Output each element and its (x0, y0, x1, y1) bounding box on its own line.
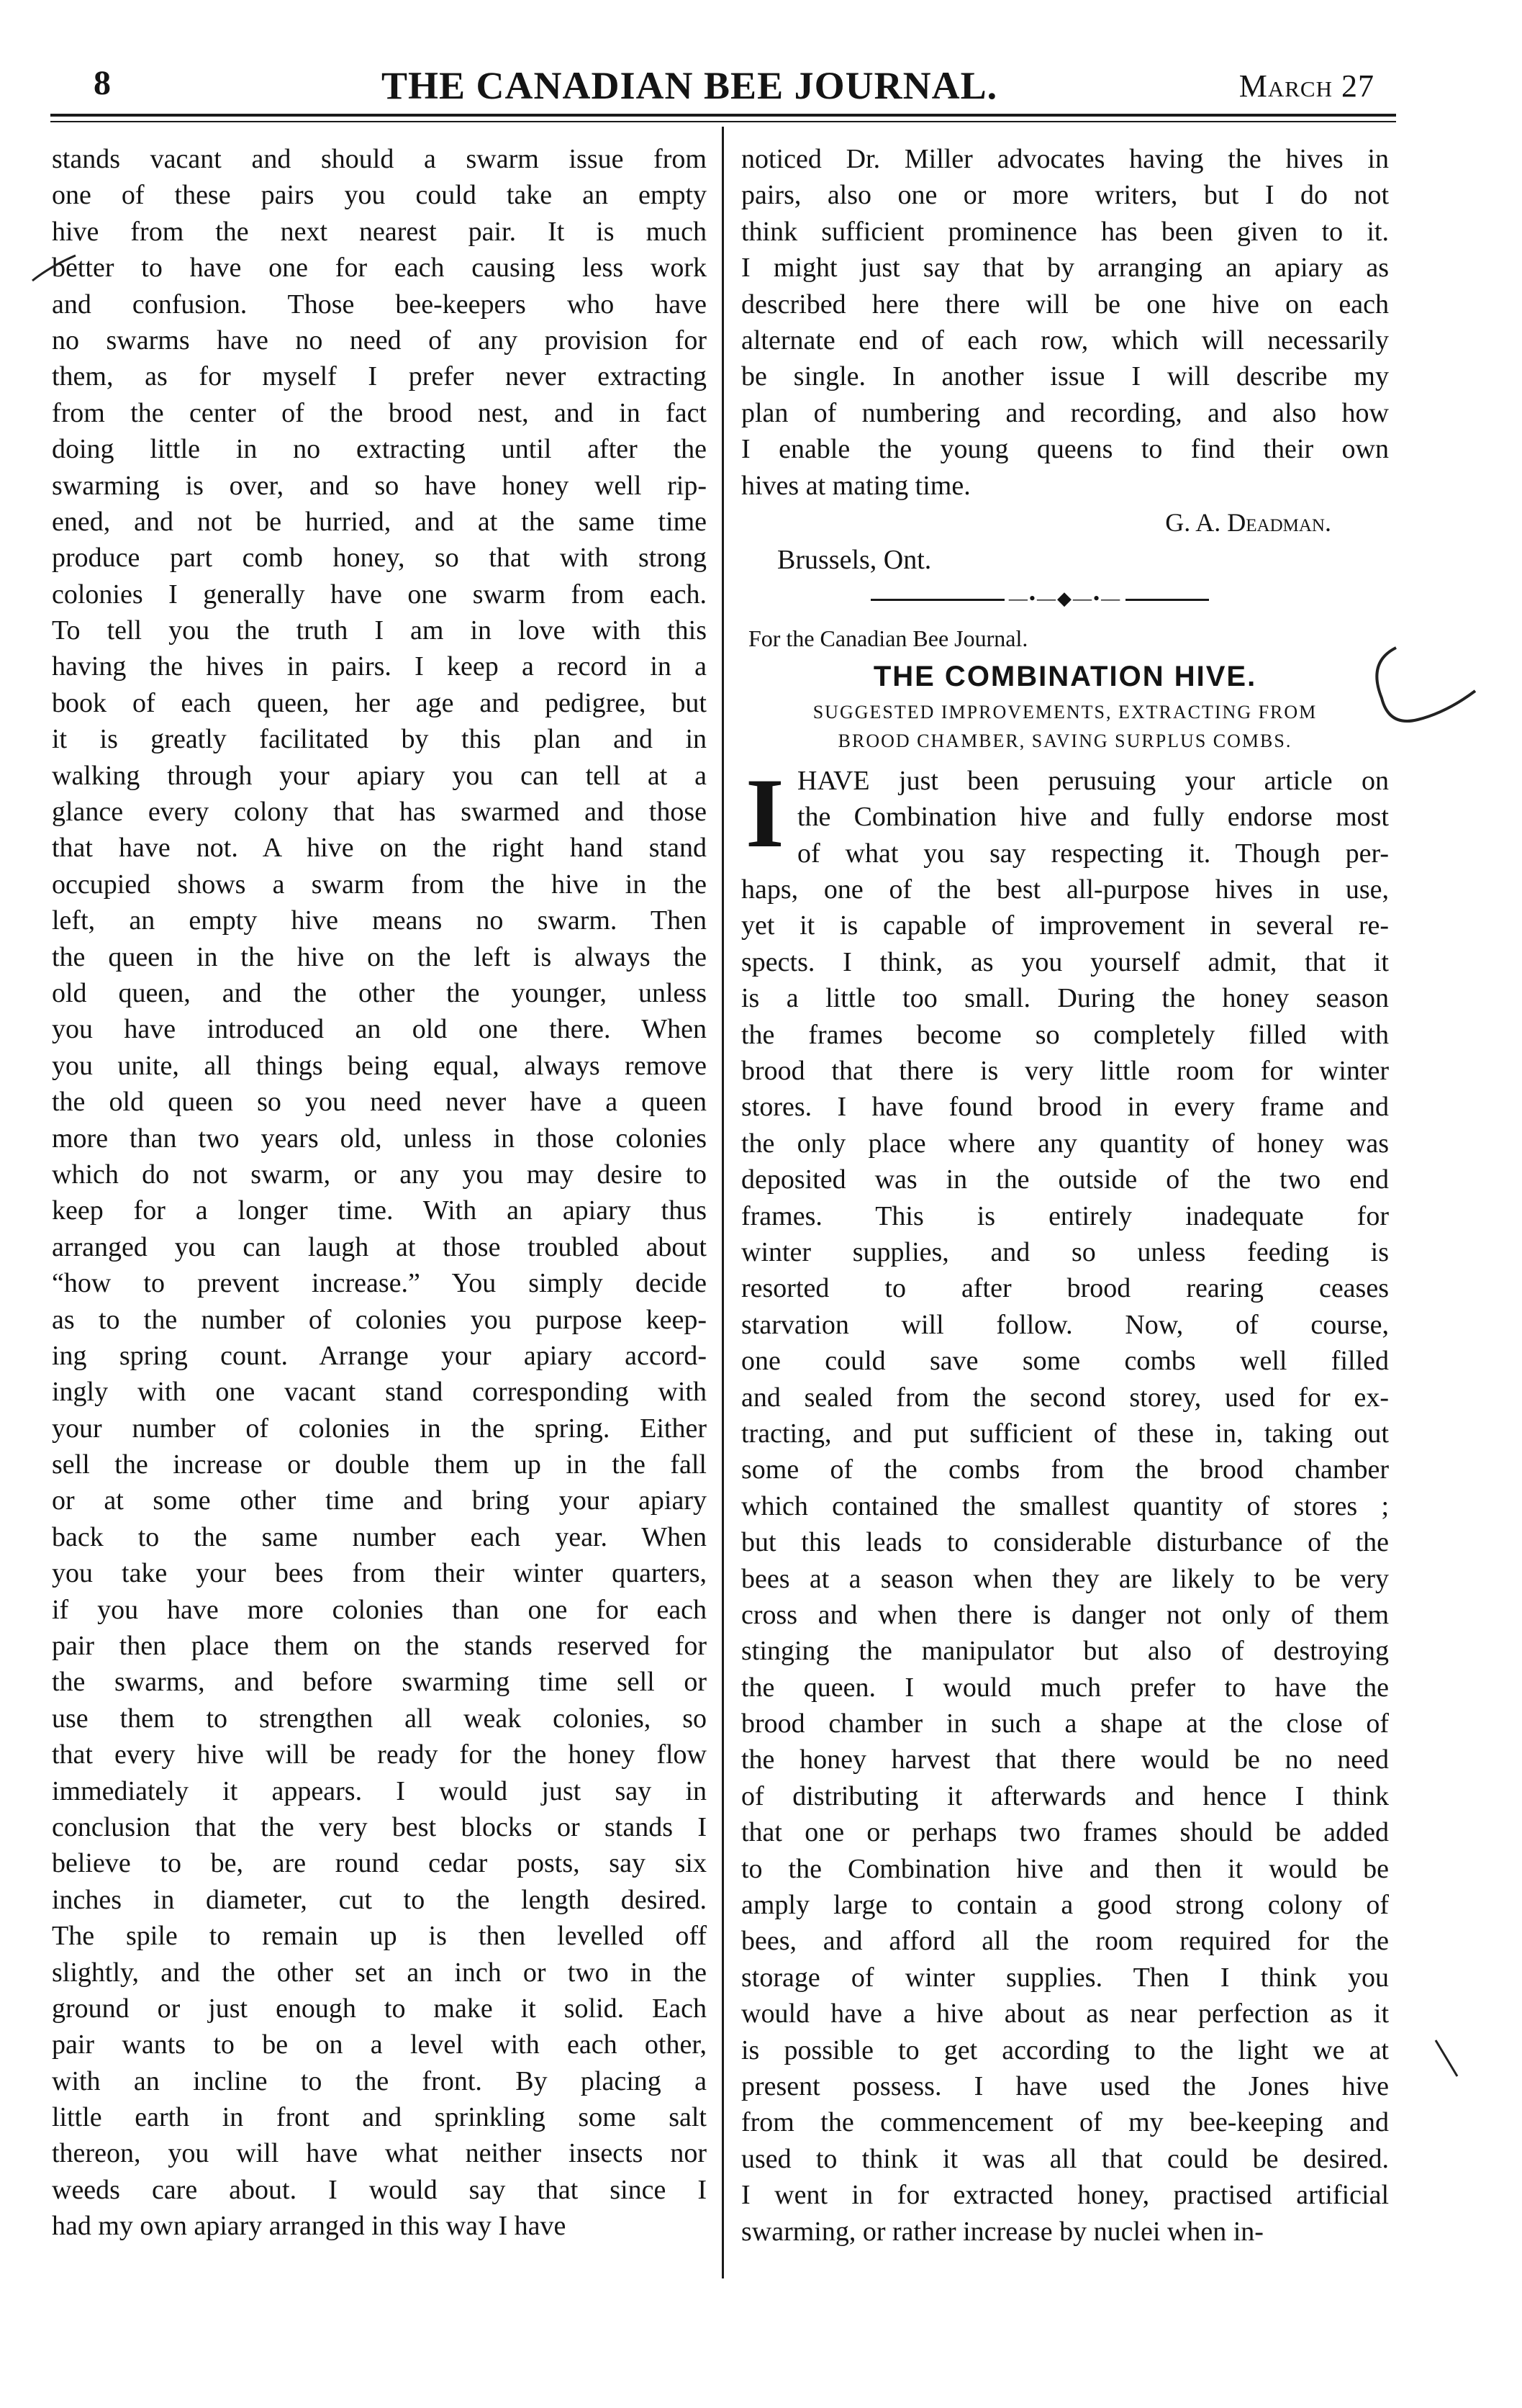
text-line: ened, and not be hurried, and at the same time (52, 506, 707, 537)
left-column (52, 141, 707, 2245)
text-line: weeds care about. I would say that since I (52, 2174, 707, 2205)
bracket-mark-icon (1367, 641, 1482, 748)
author-location: Brussels, Ont. (777, 544, 932, 575)
text-line: that one or perhaps two frames should be added (741, 1817, 1389, 1848)
article-subtitle-1: SUGGESTED IMPROVEMENTS, EXTRACTING FROM (812, 701, 1318, 723)
text-line: bees at a season when they are likely to be very (741, 1563, 1389, 1594)
right-column (741, 141, 1389, 2250)
text-line: starvation will follow. Now, of course, (741, 1309, 1389, 1340)
text-line: I enable the young queens to find their own (741, 434, 1389, 465)
text-line: winter supplies, and so unless feeding is (741, 1236, 1389, 1267)
text-line: resorted to after brood rearing ceases (741, 1273, 1389, 1304)
text-line: HAVE just been perusuing your article on (797, 765, 1389, 796)
text-line: think sufficient prominence has been given to it. (741, 216, 1389, 247)
text-line: immediately it appears. I would just say in (52, 1775, 707, 1806)
text-line: yet it is capable of improvement in several re- (741, 910, 1389, 941)
header-rule-thin (50, 121, 1396, 122)
text-line: had my own apiary arranged in this way I have (52, 2211, 566, 2242)
drop-cap: I (746, 757, 784, 868)
text-line: which do not swarm, or any you may desire to (52, 1159, 707, 1190)
text-line: I might just say that by arranging an apiary as (741, 253, 1389, 284)
text-line: cross and when there is danger not only of them (741, 1599, 1389, 1630)
text-line: swarming is over, and so have honey well rip- (52, 470, 707, 501)
text-line: stands vacant and should a swarm issue from (52, 144, 707, 174)
text-line: inches in diameter, cut to the length desired. (52, 1884, 707, 1915)
text-line: doing little in no extracting until after the (52, 434, 707, 465)
continued-article (741, 141, 1389, 504)
text-line: if you have more colonies than one for each (52, 1594, 707, 1625)
text-line: use them to strengthen all weak colonies, so (52, 1703, 707, 1734)
text-line: from the center of the brood nest, and in fact (52, 397, 707, 428)
text-line: bees, and afford all the room required for the (741, 1926, 1389, 1957)
text-line: described here there will be one hive on each (741, 289, 1389, 320)
margin-tick-icon (1432, 2037, 1461, 2080)
article-body (741, 872, 1389, 2250)
text-line: old queen, and the other the younger, unless (52, 977, 707, 1008)
text-line: the only place where any quantity of honey was (741, 1128, 1389, 1159)
text-line: your number of colonies in the spring. Either (52, 1413, 707, 1444)
text-line: keep for a longer time. With an apiary thus (52, 1195, 707, 1226)
text-line: “how to prevent increase.” You simply decide (52, 1268, 707, 1299)
article-title: THE COMBINATION HIVE. (873, 660, 1257, 692)
article-opening (741, 757, 1389, 872)
text-line: produce part comb honey, so that with strong (52, 543, 707, 574)
text-line: To tell you the truth I am in love with this (52, 615, 707, 646)
text-line: pair wants to be on a level with each other, (52, 2029, 707, 2060)
text-line: be single. In another issue I will describe my (741, 361, 1389, 392)
text-line: amply large to contain a good strong colony of (741, 1890, 1389, 1921)
text-line: to the Combination hive and then it would be (741, 1853, 1389, 1884)
text-line: you unite, all things being equal, always remove (52, 1050, 707, 1081)
text-line: the frames become so completely filled with (741, 1019, 1389, 1050)
text-line: deposited was in the outside of the two end (741, 1164, 1389, 1195)
text-line: glance every colony that has swarmed and those (52, 797, 707, 828)
text-line: with an incline to the front. By placing a (52, 2065, 707, 2096)
author-signature: G. A. Deadman. (1165, 507, 1331, 537)
text-line: slightly, and the other set an inch or two in the (52, 1957, 707, 1988)
text-line: ground or just enough to make it solid. Each (52, 1993, 707, 2024)
text-line: sell the increase or double them up in the fall (52, 1449, 707, 1480)
text-line: colonies I generally have one swarm from each. (52, 579, 707, 610)
text-line: storage of winter supplies. Then I think you (741, 1962, 1389, 1993)
text-line: occupied shows a swarm from the hive in the (52, 869, 707, 900)
text-line: swarming, or rather increase by nuclei when in- (741, 2216, 1264, 2247)
page-header (50, 63, 1396, 114)
text-line: the queen. I would much prefer to have the (741, 1672, 1389, 1703)
text-line: hive from the next nearest pair. It is much (52, 216, 707, 247)
text-line: stinging the manipulator but also of destroying (741, 1636, 1389, 1667)
text-line: them, as for myself I prefer never extracting (52, 361, 707, 392)
text-line: as to the number of colonies you purpose keep- (52, 1304, 707, 1335)
article-subtitle-2: BROOD CHAMBER, SAVING SURPLUS COMBS. (838, 730, 1292, 751)
text-line: left, an empty hive means no swarm. Then (52, 905, 707, 936)
text-line: ing spring count. Arrange your apiary accord- (52, 1340, 707, 1371)
text-line: you have introduced an old one there. When (52, 1014, 707, 1045)
text-line: walking through your apiary you can tell at a (52, 760, 707, 791)
text-line: spects. I think, as you yourself admit, that it (741, 946, 1389, 977)
text-line: of distributing it afterwards and hence I think (741, 1780, 1389, 1811)
text-line: tracting, and put sufficient of these in, taking out (741, 1418, 1389, 1449)
text-line: little earth in front and sprinkling some salt (52, 2102, 707, 2133)
text-line: more than two years old, unless in those colonies (52, 1123, 707, 1154)
text-line: no swarms have no need of any provision for (52, 325, 707, 356)
text-line: the Combination hive and fully endorse most (797, 802, 1389, 833)
text-line: ingly with one vacant stand corresponding with (52, 1377, 707, 1408)
text-line: the queen in the hive on the left is always the (52, 941, 707, 972)
text-line: that have not. A hive on the right hand stand (52, 833, 707, 864)
text-line: having the hives in pairs. I keep a record in a (52, 651, 707, 682)
text-line: hives at mating time. (741, 470, 971, 501)
text-line: back to the same number each year. When (52, 1521, 707, 1552)
text-line: The spile to remain up is then levelled off (52, 1921, 707, 1952)
margin-mark-icon (29, 252, 79, 288)
text-line: better to have one for each causing less work (52, 253, 707, 284)
text-line: it is greatly facilitated by this plan and in (52, 724, 707, 755)
text-line: brood chamber in such a shape at the close of (741, 1708, 1389, 1739)
text-line: I went in for extracted honey, practised artificial (741, 2180, 1389, 2211)
text-line: you take your bees from their winter quarters, (52, 1558, 707, 1589)
header-rule-thick (50, 114, 1396, 117)
text-line: one could save some combs well filled (741, 1346, 1389, 1377)
text-line: plan of numbering and recording, and also how (741, 397, 1389, 428)
text-line: thereon, you will have what neither insects nor (52, 2138, 707, 2169)
text-line: alternate end of each row, which will necessarily (741, 325, 1389, 356)
text-line: of what you say respecting it. Though per- (797, 838, 1389, 869)
text-line: brood that there is very little room for winter (741, 1056, 1389, 1087)
text-line: present possess. I have used the Jones hive (741, 2070, 1389, 2101)
section-ornament (741, 579, 1389, 622)
text-line: and sealed from the second storey, used for ex- (741, 1382, 1389, 1413)
text-line: haps, one of the best all-purpose hives in use, (741, 874, 1389, 905)
text-line: pair then place them on the stands reserved for (52, 1631, 707, 1662)
text-line: is a little too small. During the honey season (741, 983, 1389, 1014)
text-line: pairs, also one or more writers, but I do not (741, 180, 1389, 211)
text-line: stores. I have found brood in every frame and (741, 1092, 1389, 1123)
journal-title: THE CANADIAN BEE JOURNAL. (381, 64, 998, 107)
text-line: frames. This is entirely inadequate for (741, 1200, 1389, 1231)
text-line: is possible to get according to the light we at (741, 2034, 1389, 2065)
column-divider (722, 127, 724, 2278)
page-number: 8 (94, 64, 111, 102)
text-line: noticed Dr. Miller advocates having the hives in (741, 144, 1389, 174)
text-line: or at some other time and bring your apiary (52, 1485, 707, 1516)
text-line: arranged you can laugh at those troubled about (52, 1231, 707, 1262)
text-line: and confusion. Those bee-keepers who have (52, 289, 707, 320)
text-line: would have a hive about as near perfection as it (741, 1999, 1389, 2029)
article-credit: For the Canadian Bee Journal. (748, 625, 1028, 651)
issue-date: March 27 (1238, 68, 1374, 104)
text-line: believe to be, are round cedar posts, say six (52, 1848, 707, 1879)
text-line: the swarms, and before swarming time sell or (52, 1667, 707, 1698)
text-line: the honey harvest that there would be no need (741, 1744, 1389, 1775)
text-line: used to think it was all that could be desired. (741, 2143, 1389, 2174)
ornament-glyph: —•—◆—•— (741, 584, 1389, 613)
text-line: conclusion that the very best blocks or stands I (52, 1811, 707, 1842)
text-line: the old queen so you need never have a queen (52, 1087, 707, 1118)
text-line: some of the combs from the brood chamber (741, 1454, 1389, 1485)
text-line: which contained the smallest quantity of stores ; (741, 1490, 1389, 1521)
text-line: that every hive will be ready for the honey flow (52, 1739, 707, 1770)
text-line: one of these pairs you could take an empty (52, 180, 707, 211)
text-line: but this leads to considerable disturbance of the (741, 1527, 1389, 1558)
text-line: from the commencement of my bee-keeping and (741, 2107, 1389, 2138)
text-line: book of each queen, her age and pedigree, but (52, 687, 707, 718)
